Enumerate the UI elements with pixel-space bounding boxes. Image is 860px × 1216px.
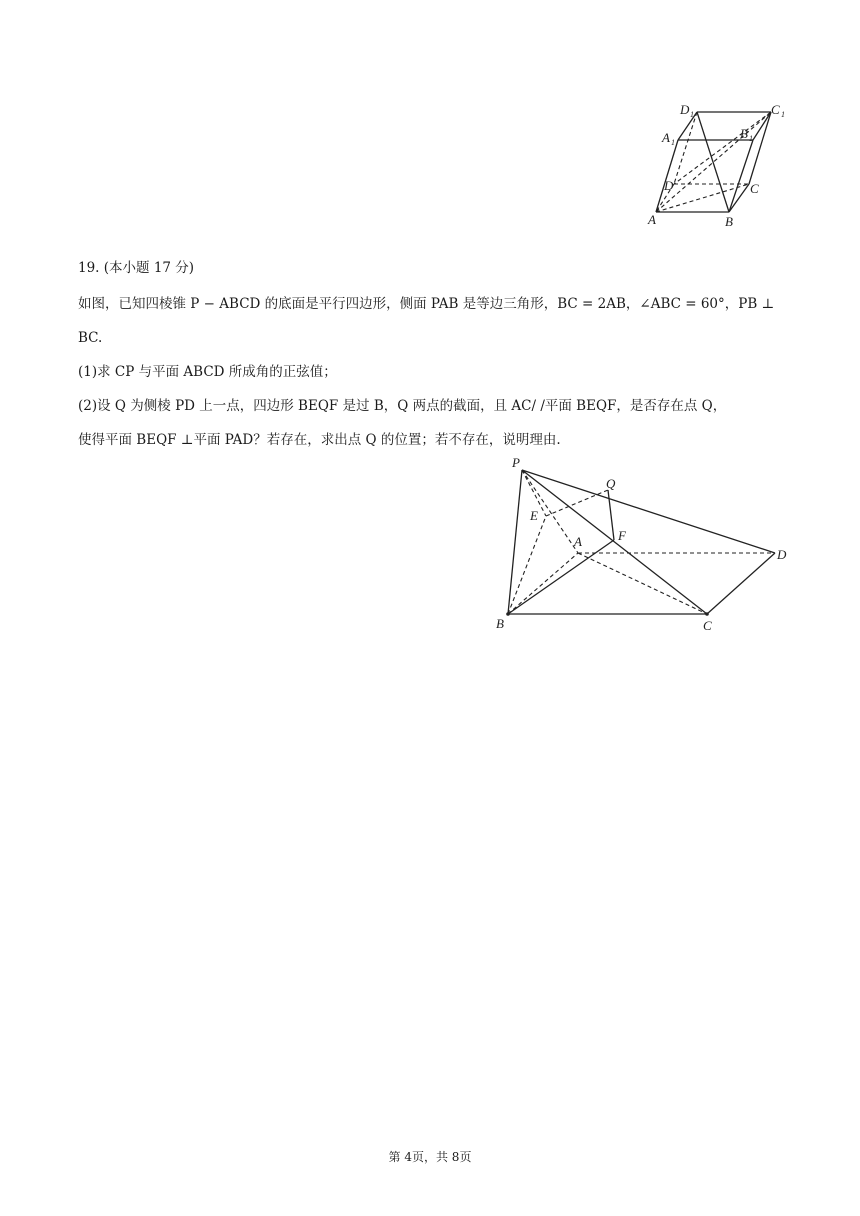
label-C1: C (771, 102, 780, 117)
label-F: F (618, 528, 626, 543)
label-D1: D (680, 102, 690, 117)
label-D: D (777, 547, 787, 562)
page-footer: 第 4页，共 8页 (388, 1150, 472, 1164)
label-A1-sub: 1 (671, 138, 675, 147)
label-A1: A (662, 130, 670, 145)
label-C: C (750, 181, 759, 196)
label-B: B (725, 214, 733, 229)
problem-part1: (1)求 CP 与平面 ABCD 所成角的正弦值； (78, 364, 337, 380)
label-B1-sub: 1 (749, 134, 753, 143)
label-A: A (574, 534, 582, 549)
label-B1: B (740, 126, 748, 141)
problem-statement-line1: 如图，已知四棱锥 P − ABCD 的底面是平行四边形，侧面 PAB 是等边三角形，BC = 2AB，∠ABC = 60°，PB ⊥ (78, 296, 775, 312)
parallelepiped-figure (640, 98, 800, 234)
label-C1-sub: 1 (781, 110, 785, 119)
problem-statement-line2: BC. (78, 330, 103, 346)
label-D: D (664, 178, 674, 193)
problem-part2-line2: 使得平面 BEQF ⊥平面 PAD？若存在，求出点 Q 的位置；若不存在，说明理由. (78, 432, 561, 448)
problem-part2-line1: (2)设 Q 为侧棱 PD 上一点，四边形 BEQF 是过 B，Q 两点的截面，且 AC/ /平面 BEQF，是否存在点 Q， (78, 398, 727, 414)
label-A: A (648, 212, 656, 227)
label-E: E (530, 508, 538, 523)
label-B: B (496, 616, 504, 631)
label-P: P (512, 455, 520, 470)
pyramid-figure (490, 452, 800, 636)
label-C: C (703, 618, 712, 633)
problem-number: 19. (本小题 17 分) (78, 260, 195, 276)
label-D1-sub: 1 (690, 110, 694, 119)
label-Q: Q (606, 476, 616, 491)
